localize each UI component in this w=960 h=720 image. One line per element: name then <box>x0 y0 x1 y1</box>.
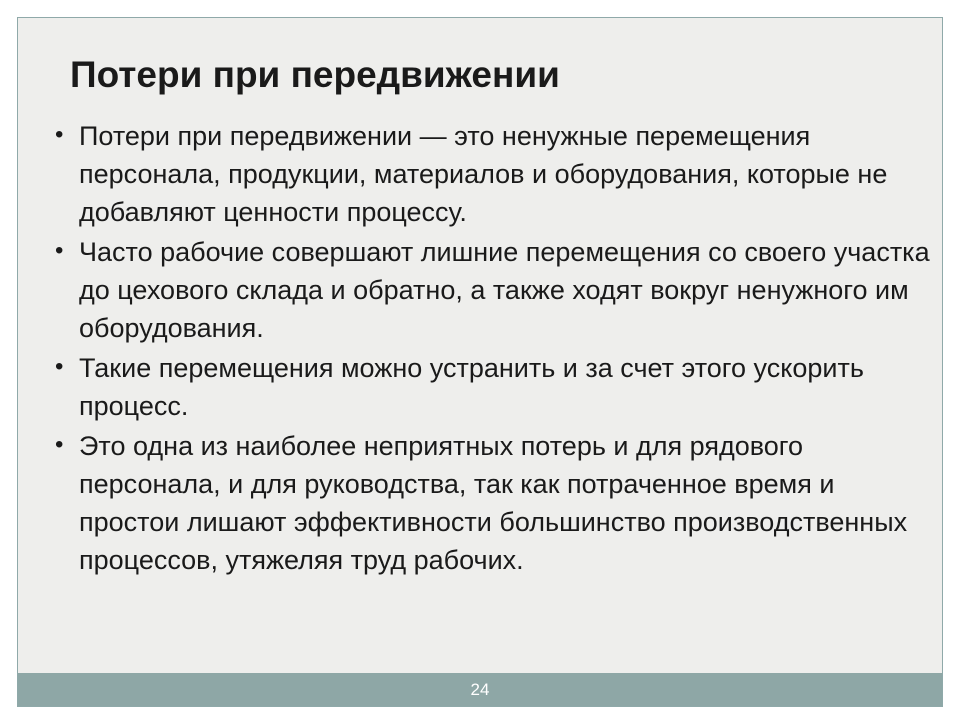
bullet-icon: • <box>55 353 64 380</box>
slide <box>17 17 943 707</box>
slide-title: Потери при передвижении <box>70 54 560 95</box>
bullet-text: Это одна из наиболее неприятных потерь и для рядового персонала, и для руководства, так как потраченное время и простои лишают эффективности большинство производственных процессов, утяжеляя труд рабочих. <box>79 431 908 575</box>
bullet-item <box>53 117 933 231</box>
bullet-icon: • <box>55 121 64 148</box>
bullet-item <box>53 427 933 579</box>
bullet-text: Часто рабочие совершают лишние перемещения со своего участка до цехового склада и обратно, а также ходят вокруг ненужного им оборудования. <box>79 237 930 343</box>
bullet-item <box>53 349 933 425</box>
bullet-icon: • <box>55 237 64 264</box>
bullet-text: Потери при передвижении — это ненужные перемещения персонала, продукции, материалов и оборудования, которые не добавляют ценности процессу. <box>79 121 888 227</box>
bullet-list <box>53 117 933 581</box>
footer-bar <box>18 673 942 706</box>
bullet-item <box>53 233 933 347</box>
bullet-icon: • <box>55 431 64 458</box>
bullet-text: Такие перемещения можно устранить и за счет этого ускорить процесс. <box>79 353 864 421</box>
page-number: 24 <box>470 680 490 699</box>
